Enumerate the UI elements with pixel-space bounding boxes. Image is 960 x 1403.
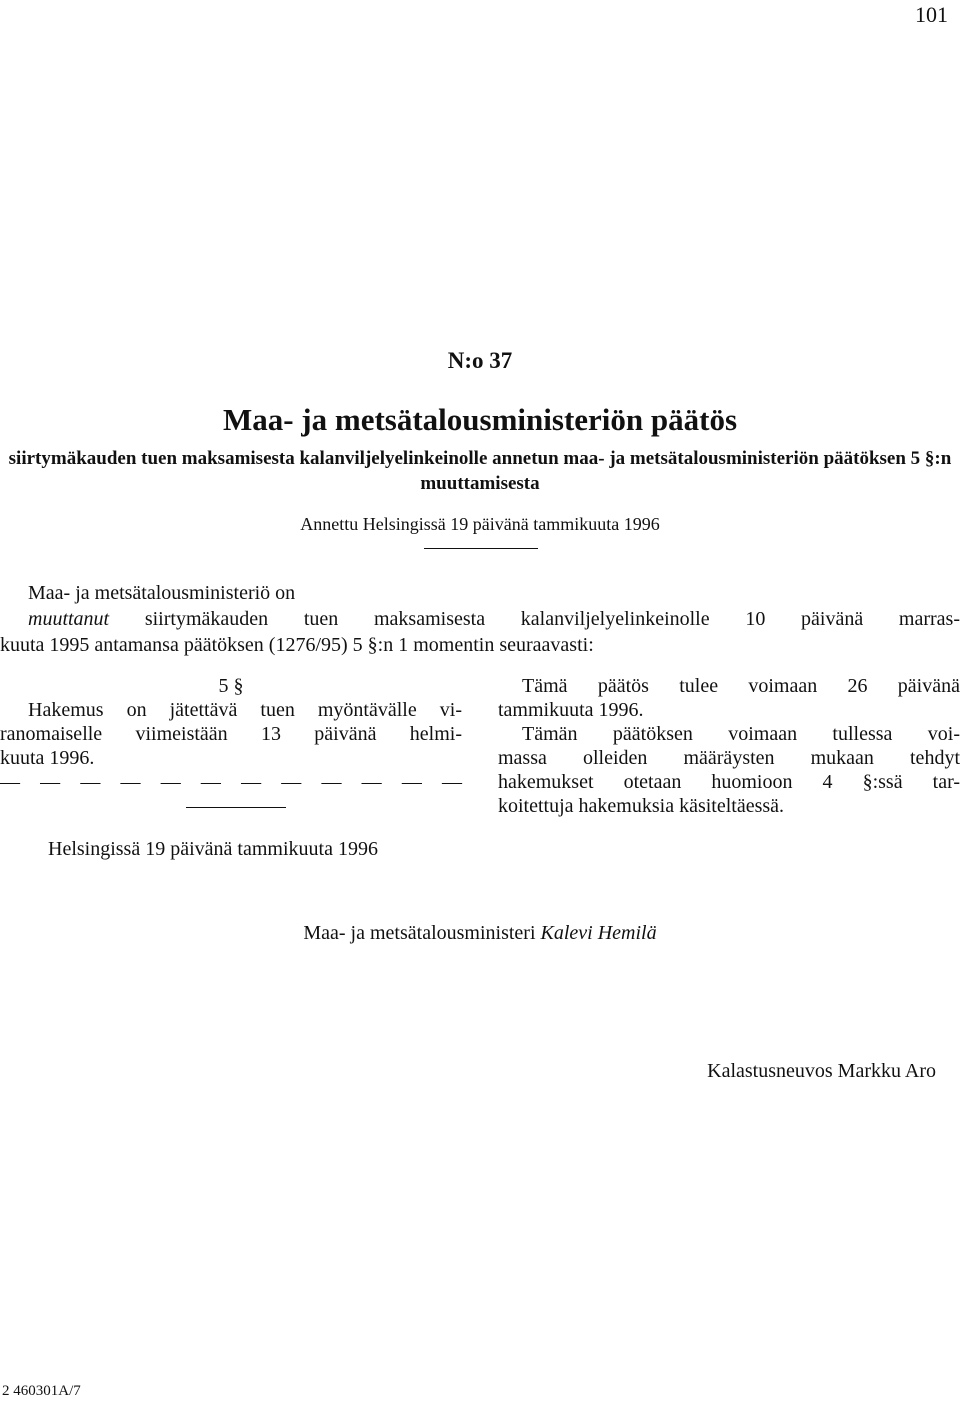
omission-dashes: — — — — — — — — — — — — [0, 771, 462, 793]
preamble-line-2-rest: siirtymäkauden tuen maksamisesta kalanviljelyelinkeinolle 10 päivänä marras- [144, 608, 960, 630]
amendment-verb: muuttanut [28, 608, 110, 630]
minister-signature [0, 922, 960, 945]
right-column-line: Tämä päätös tulee voimaan 26 päivänä [522, 675, 960, 697]
preamble-line-1: Maa- ja metsätalousministeriö on [28, 582, 296, 604]
preamble-line-2 [28, 606, 960, 632]
preamble-line-3: kuuta 1995 antamansa päätöksen (1276/95) 5 §:n 1 momentin seuraavasti: [0, 634, 594, 656]
left-column [0, 674, 462, 794]
left-column-line: ranomaiselle viimeistään 13 päivänä helmi- [0, 723, 462, 745]
right-column [498, 674, 960, 818]
minister-name: Kalevi Hemilä [540, 922, 657, 944]
page-number: 101 [915, 2, 948, 27]
section-end-divider [186, 807, 286, 808]
title-divider [424, 548, 538, 549]
document-subtitle: siirtymäkauden tuen maksamisesta kalanviljelyelinkeinolle annetun maa- ja metsätalousministeriön päätöksen 5 §:n muuttamisesta [8, 448, 952, 494]
signing-place-date: Helsingissä 19 päivänä tammikuuta 1996 [48, 838, 378, 860]
right-column-line: tammikuuta 1996. [498, 699, 644, 721]
document-title: Maa- ja metsätalousministeriön päätös [222, 402, 738, 437]
issued-line: Annettu Helsingissä 19 päivänä tammikuuta 1996 [300, 514, 660, 534]
right-column-line: koitettuja hakemuksia käsiteltäessä. [498, 795, 785, 817]
right-column-line: massa olleiden määräysten mukaan tehdyt [498, 747, 960, 769]
counsellor-signature: Kalastusneuvos Markku Aro [707, 1060, 936, 1082]
print-code: 2 460301A/7 [2, 1383, 81, 1399]
left-column-line: Hakemus on jätettävä tuen myöntävälle vi- [28, 699, 462, 721]
minister-title: Maa- ja metsätalousministeri [303, 922, 536, 944]
right-column-line: Tämän päätöksen voimaan tullessa voi- [522, 723, 960, 745]
left-column-line: kuuta 1996. [0, 747, 95, 769]
document-number: N:o 37 [447, 348, 513, 373]
section-heading: 5 § [218, 675, 244, 697]
right-column-line: hakemukset otetaan huomioon 4 §:ssä tar- [498, 771, 960, 793]
